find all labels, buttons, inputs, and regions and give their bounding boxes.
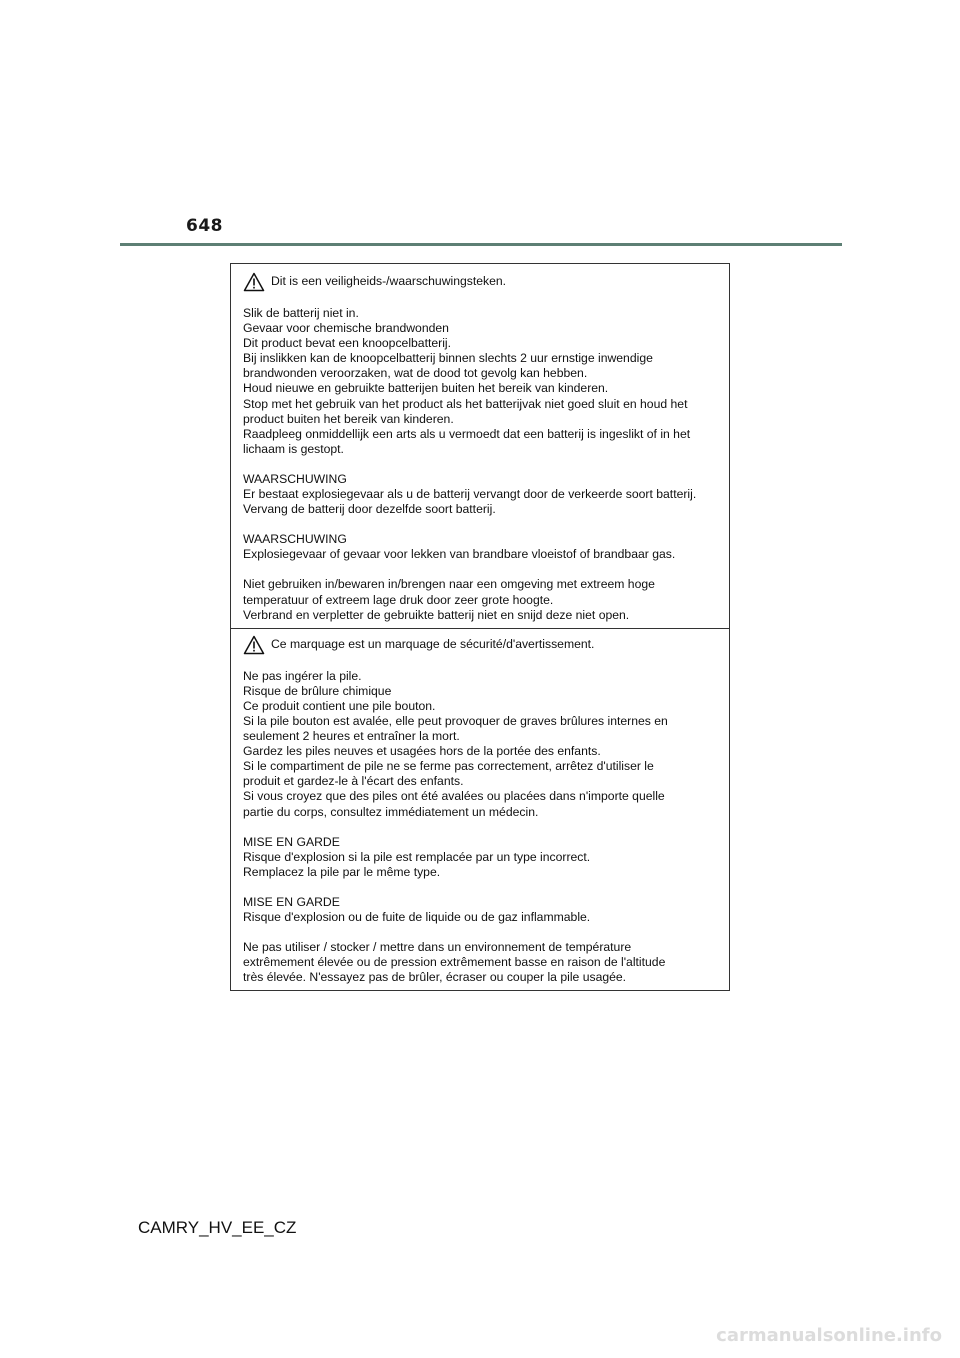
notice-text-line: WAARSCHUWING <box>243 532 347 547</box>
watermark: carmanualsonline.info <box>716 1325 942 1346</box>
notice-heading-text: Ce marquage est un marquage de sécurité/d'avertissement. <box>271 637 595 652</box>
notice-blocks <box>243 306 723 623</box>
notice-text-line: brandwonden veroorzaken, wat de dood tot gevolg kan hebben. <box>243 366 588 381</box>
notice-text-line: WAARSCHUWING <box>243 471 347 486</box>
footer-document-code: CAMRY_HV_EE_CZ <box>138 1218 297 1237</box>
notice-heading-text: Dit is een veiligheids-/waarschuwingsteken. <box>271 274 507 289</box>
notice-section-french <box>231 628 729 991</box>
notice-section-dutch <box>231 264 729 628</box>
notice-text-line: Gardez les piles neuves et usagées hors de la portée des enfants. <box>243 744 601 759</box>
notice-text-line: Risque de brûlure chimique <box>243 683 392 698</box>
notice-text-line: très élevée. N'essayez pas de brûler, écraser ou couper la pile usagée. <box>243 970 627 985</box>
notice-text-line: Er bestaat explosiegevaar als u de batterij vervangt door de verkeerde soort batterij. <box>243 487 697 502</box>
notice-text-line: Si la pile bouton est avalée, elle peut provoquer de graves brûlures internes en <box>243 713 668 728</box>
notice-text-line: seulement 2 heures et entraîner la mort. <box>243 729 460 744</box>
notice-paragraph <box>243 532 723 562</box>
notice-text-line: Ne pas ingérer la pile. <box>243 668 362 683</box>
notice-text-line: temperatuur of extreem lage druk door zeer grote hoogte. <box>243 592 554 607</box>
notice-text-line: Verbrand en verpletter de gebruikte batterij niet en snijd deze niet open. <box>243 607 630 622</box>
header-rule <box>120 243 842 246</box>
notice-text-line: Raadpleeg onmiddellijk een arts als u vermoedt dat een batterij is ingeslikt of in het <box>243 426 691 441</box>
notice-text-line: Risque d'explosion si la pile est remplacée par un type incorrect. <box>243 849 591 864</box>
notice-paragraph <box>243 669 723 820</box>
notice-text-line: Gevaar voor chemische brandwonden <box>243 321 449 336</box>
notice-heading <box>243 272 723 292</box>
notice-text-line: MISE EN GARDE <box>243 894 340 909</box>
notice-text-line: MISE EN GARDE <box>243 834 340 849</box>
warning-triangle-icon <box>243 272 265 292</box>
notice-text-line: Risque d'explosion ou de fuite de liquide ou de gaz inflammable. <box>243 910 591 924</box>
notice-text-line: produit et gardez-le à l'écart des enfants. <box>243 774 464 789</box>
notice-text-line: Slik de batterij niet in. <box>243 306 359 320</box>
notice-text-line: Vervang de batterij door dezelfde soort batterij. <box>243 502 496 517</box>
notice-paragraph <box>243 577 723 622</box>
notice-text-line: Houd nieuwe en gebruikte batterijen buiten het bereik van kinderen. <box>243 381 609 396</box>
notice-text-line: Remplacez la pile par le même type. <box>243 864 441 879</box>
notice-text-line: Si vous croyez que des piles ont été avalées ou placées dans n'importe quelle <box>243 789 665 804</box>
notice-text-line: product buiten het bereik van kinderen. <box>243 411 454 426</box>
notice-heading <box>243 635 723 655</box>
notice-text-line: Dit product bevat een knoopcelbatterij. <box>243 336 451 351</box>
notice-text-line: Si le compartiment de pile ne se ferme pas correctement, arrêtez d'utiliser le <box>243 759 654 774</box>
notice-text-line: lichaam is gestopt. <box>243 441 344 456</box>
notice-paragraph <box>243 835 723 880</box>
battery-warning-notice <box>230 263 730 991</box>
notice-text-line: Niet gebruiken in/bewaren in/brengen naar een omgeving met extreem hoge <box>243 577 655 592</box>
page-number: 648 <box>186 216 223 236</box>
notice-text-line: Ce produit contient une pile bouton. <box>243 698 436 713</box>
notice-blocks <box>243 669 723 986</box>
notice-text-line: Bij inslikken kan de knoopcelbatterij binnen slechts 2 uur ernstige inwendige <box>243 351 653 366</box>
notice-paragraph <box>243 940 723 985</box>
notice-paragraph <box>243 895 723 925</box>
warning-triangle-icon <box>243 635 265 655</box>
notice-paragraph <box>243 306 723 457</box>
notice-text-line: Stop met het gebruik van het product als het batterijvak niet goed sluit en houd het <box>243 396 688 411</box>
notice-text-line: extrêmement élevée ou de pression extrêmement basse en raison de l'altitude <box>243 955 666 970</box>
notice-text-line: partie du corps, consultez immédiatement un médecin. <box>243 804 539 819</box>
notice-text-line: Explosiegevaar of gevaar voor lekken van brandbare vloeistof of brandbaar gas. <box>243 547 676 562</box>
notice-text-line: Ne pas utiliser / stocker / mettre dans un environnement de température <box>243 940 632 955</box>
notice-paragraph <box>243 472 723 517</box>
